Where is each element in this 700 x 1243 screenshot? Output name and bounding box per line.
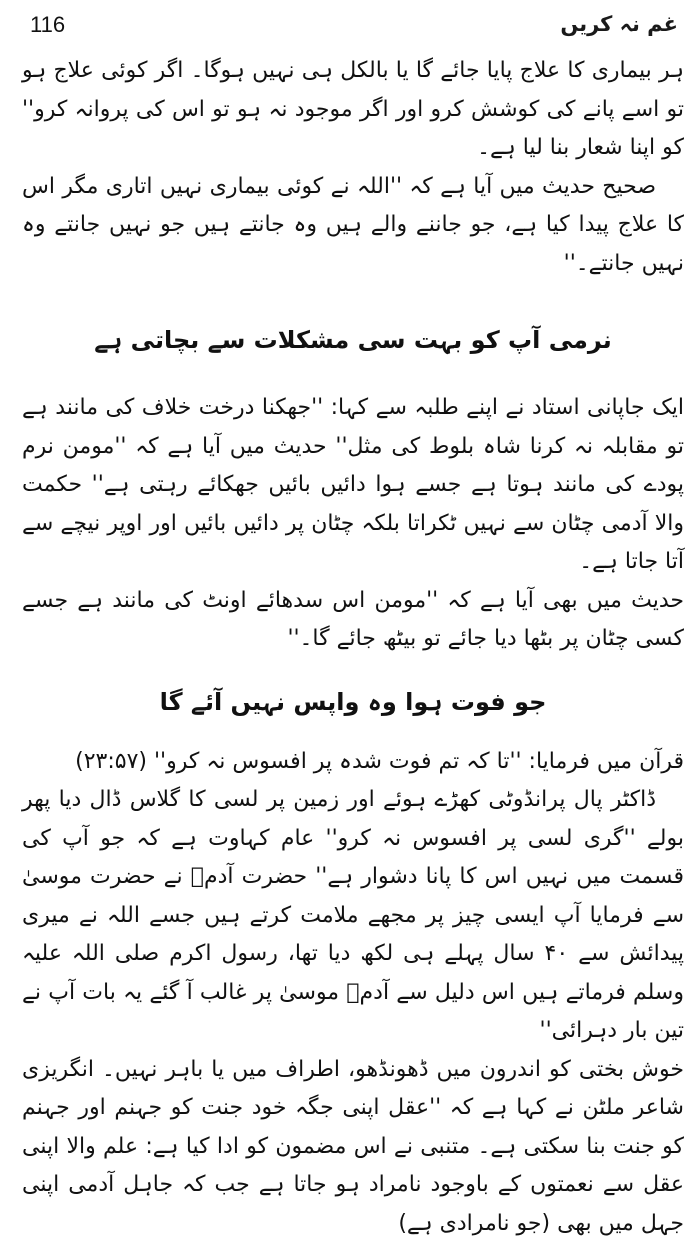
section-heading: جو فوت ہوا وہ واپس نہیں آئے گا <box>22 683 684 721</box>
page-body <box>22 52 684 1243</box>
paragraph: ہر بیماری کا علاج پایا جائے گا یا بالکل ہی نہیں ہوگا۔ اگر کوئی علاج ہو تو اسے پانے کی کوشش کرو اور اگر موجود نہ ہو تو اس کی پروانہ کرو'' کو اپنا شعار بنا لیا ہے۔ <box>22 52 684 168</box>
paragraph: صحیح حدیث میں آیا ہے کہ ''اللہ نے کوئی بیماری نہیں اتاری مگر اس کا علاج پیدا کیا ہے، جو جاننے والے ہیں وہ جانتے ہیں جو نہیں جانتے وہ نہیں جانتے۔'' <box>22 168 684 284</box>
paragraph: ڈاکٹر پال پرانڈوٹی کھڑے ہوئے اور زمین پر لسی کا گلاس ڈال دیا پھر بولے ''گری لسی پر افسوس نہ کرو'' عام کہاوت ہے کہ جو آپ کی قسمت میں نہیں اس کا پانا دشوار ہے'' حضرت آدمؑ نے حضرت موسیٰ سے فرمایا آپ ایسی چیز پر مجھے ملامت کرتے ہیں جسے اللہ نے میری پیدائش سے ۴۰ سال پہلے ہی لکھ دیا تھا، رسول اکرم صلی اللہ علیہ وسلم فرماتے ہیں اس دلیل سے آدمؑ موسیٰ پر غالب آ گئے یہ بات آپ نے تین بار دہرائی'' <box>22 781 684 1051</box>
paragraph: حدیث میں بھی آیا ہے کہ ''مومن اس سدھائے اونٹ کی مانند ہے جسے کسی چٹان پر بٹھا دیا جائے تو بیٹھ جائے گا۔'' <box>22 582 684 659</box>
paragraph: قرآن میں فرمایا: ''تا کہ تم فوت شدہ پر افسوس نہ کرو'' (۲۳:۵۷) <box>22 743 684 782</box>
page-header <box>30 12 678 46</box>
paragraph: خوش بختی کو اندرون میں ڈھونڈھو، اطراف میں یا باہر نہیں۔ انگریزی شاعر ملٹن نے کہا ہے کہ ''عقل اپنی جگہ خود جنت کو جہنم اور جہنم کو جنت بنا سکتی ہے۔ متنبی نے اس مضمون کو ادا کیا ہے: علم والا اپنی عقل سے نعمتوں کے باوجود نامراد ہو جاتا ہے جب کہ جاہل آدمی اپنی جہل میں بھی (جو نامرادی ہے) <box>22 1051 684 1243</box>
section-heading: نرمی آپ کو بہت سی مشکلات سے بچاتی ہے <box>22 321 684 359</box>
paragraph: ایک جاپانی استاد نے اپنے طلبہ سے کہا: ''جھکنا درخت خلاف کی مانند ہے تو مقابلہ نہ کرنا شاہ بلوط کی مثل'' حدیث میں آیا ہے کہ ''مومن نرم پودے کی مانند ہوتا ہے جسے ہوا دائیں بائیں جھکائے رہتی ہے'' حکمت والا آدمی چٹان سے نہیں ٹکراتا بلکہ چٹان پر دائیں بائیں اور اوپر نیچے سے آتا جاتا ہے۔ <box>22 389 684 582</box>
running-title: غم نہ کریں <box>560 12 678 36</box>
page-number: 116 <box>30 12 65 38</box>
